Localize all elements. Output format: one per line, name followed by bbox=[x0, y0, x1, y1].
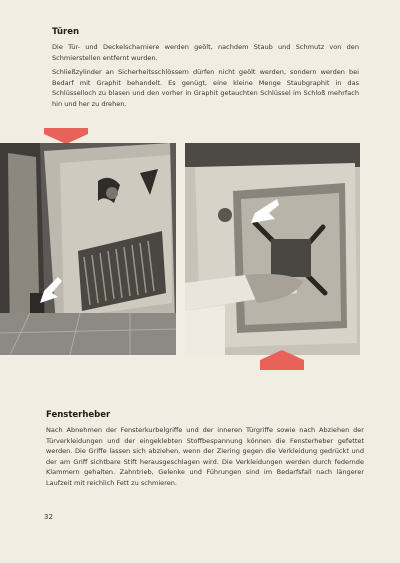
page-number: 32 bbox=[44, 513, 53, 521]
red-marker-left bbox=[44, 128, 88, 144]
section-heading-fensterheber: Fensterheber bbox=[46, 410, 111, 420]
paragraph-scharniere: Die Tür- und Deckelscharniere werden geölt, nachdem Staub und Schmutz von den Schmierstellen entfernt wurden. bbox=[52, 43, 359, 62]
section-heading-tueren: Türen bbox=[52, 27, 80, 37]
paragraph-fensterheber: Nach Abnehmen der Fensterkurbelgriffe und der inneren Türgriffe sowie nach Abziehen der Türverkleidungen und der eingeklebten Stoffbespannung können die Fensterheber gefettet werden. Die Griffe lassen sich abziehen, wenn der Ziering gegen die Verkleidung gedrückt und der am Griff sichtbare Stift herausgeschlagen wird. Die Verkleidungen werden durch federnde Klammern gehalten. Zahntrieb, Gelenke und Führungen sind im Bedarfsfall nach längerer Laufzeit mit reichlich Fett zu schmieren. bbox=[46, 426, 364, 487]
paragraph-schliesszylinder: Schließzylinder an Sicherheitsschlössern dürfen nicht geölt werden, sondern werden bei Bedarf mit Graphit behandelt. Es genügt, eine kleine Menge Staubgraphit in das Schlüsselloch zu blasen und den vorher in Graphit getauchten Schlüssel im Schloß mehrfach hin und her zu drehen. bbox=[52, 68, 359, 108]
photo-window-lifter bbox=[185, 143, 360, 355]
red-marker-right bbox=[260, 350, 304, 370]
photo-door-hinge bbox=[0, 143, 176, 355]
